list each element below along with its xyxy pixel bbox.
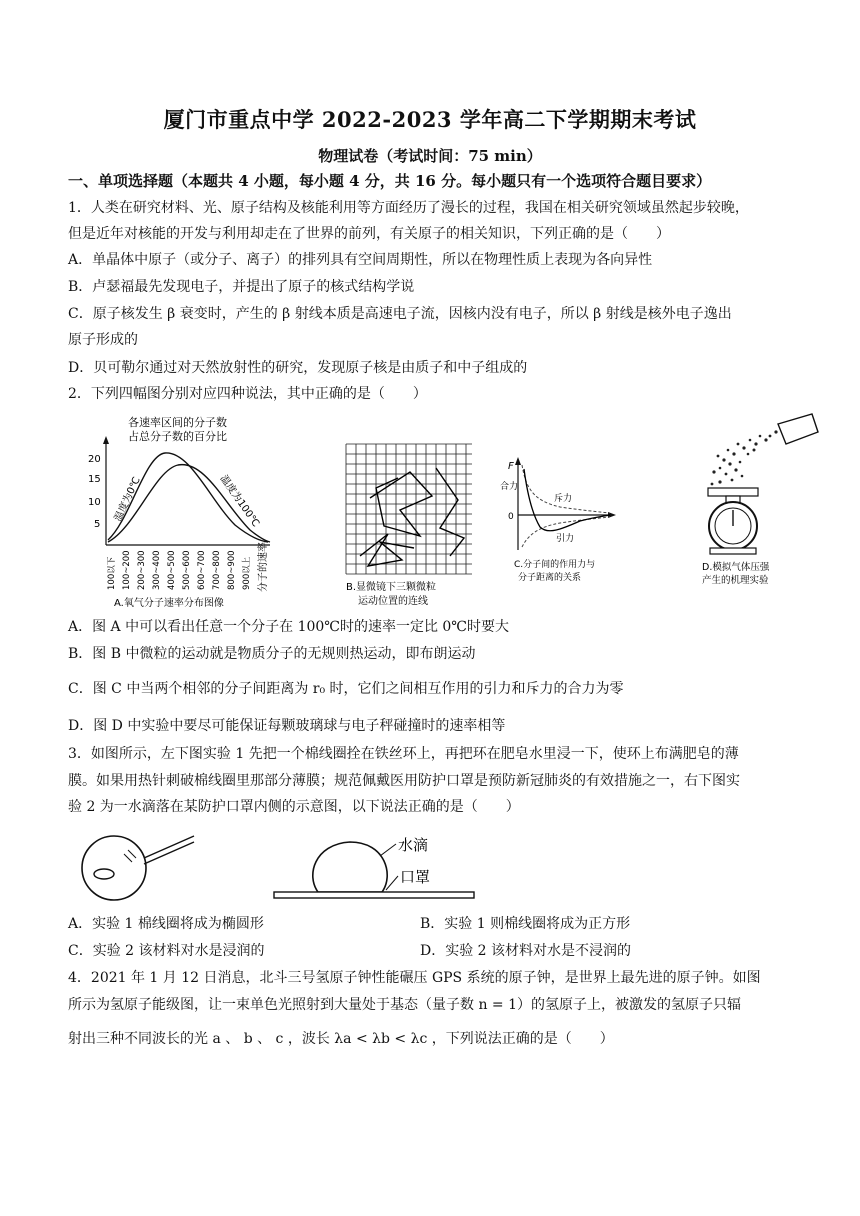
fig-a-xtick-10: 900以上 — [242, 556, 252, 590]
figure-c-molecular-force — [500, 455, 620, 590]
fig-a-xtick-4: 300~400 — [152, 550, 162, 590]
q1-option-c-line-1: C．原子核发生 β 衰变时，产生的 β 射线本质是高速电子流，因核内没有电子，所以 β 射线是核外电子逸出 — [68, 306, 732, 322]
section-heading: 一、单项选择题（本题共 4 小题，每小题 4 分，共 16 分。每小题只有一个选项符合题目要求） — [68, 172, 712, 190]
fig-a-caption: A.氧气分子速率分布图像 — [114, 598, 224, 609]
q3-option-d: D．实验 2 该材料对水是不浸润的 — [420, 943, 632, 959]
fig-c-attractive-label: 引力 — [556, 534, 575, 544]
q3-stem-line-1: 3．如图所示，左下图实验 1 先把一个棉线圈拴在铁丝环上，再把环在肥皂水里浸一下，使环上布满肥皂的薄 — [68, 746, 739, 762]
fig-d-caption-1: D.模拟气体压强 — [702, 562, 770, 573]
fig-a-xtick-9: 800~900 — [227, 550, 237, 590]
exam-subtitle: 物理试卷（考试时间：75 min） — [318, 147, 542, 165]
q3-option-b: B．实验 1 则棉线圈将成为正方形 — [420, 916, 631, 932]
q2-stem: 2．下列四幅图分别对应四种说法，其中正确的是（ ） — [68, 386, 427, 402]
fig-a-xtick-8: 700~800 — [212, 550, 222, 590]
q1-stem-line-2: 但是近年对核能的开发与利用却走在了世界的前列，有关原子的相关知识，下列正确的是（ ） — [68, 226, 670, 242]
fig-a-xtick-5: 400~500 — [167, 550, 177, 590]
fig-a-ytick-5: 5 — [94, 519, 101, 530]
fig-a-x-label: 分子的速率 — [258, 542, 269, 592]
fig-a-xtick-7: 600~700 — [197, 550, 207, 590]
q1-option-d: D．贝可勒尔通过对天然放射性的研究，发现原子核是由质子和中子组成的 — [68, 360, 528, 376]
fig-a-ytick-20: 20 — [88, 454, 101, 465]
q2-option-d: D．图 D 中实验中要尽可能保证每颗玻璃球与电子秤碰撞时的速率相等 — [68, 718, 506, 734]
figure-b-brownian-motion — [340, 438, 480, 608]
fig-c-repulsive-label: 斥力 — [554, 494, 573, 504]
fig-b-particle-path-3 — [436, 468, 464, 556]
fig-d-glass-beads — [711, 430, 778, 485]
figure-experiment-1-soap-film — [76, 826, 196, 906]
fig-a-heading-1: 各速率区间的分子数 — [128, 416, 227, 429]
fig-q3-mask-surface — [274, 892, 474, 898]
fig-c-caption-1: C.分子间的作用力与 — [514, 560, 596, 570]
fig-d-caption-2: 产生的机理实验 — [702, 575, 769, 586]
fig-a-xtick-2: 100~200 — [122, 550, 132, 590]
figure-a-speed-distribution — [70, 410, 330, 610]
q2-option-b: B．图 B 中微粒的运动就是物质分子的无规则热运动，即布朗运动 — [68, 646, 476, 662]
q2-option-a: A．图 A 中可以看出任意一个分子在 100℃时的速率一定比 0℃时要大 — [68, 619, 509, 635]
figure-d-pressure-simulation — [690, 410, 820, 590]
q4-stem-line-3: 射出三种不同波长的光 a 、 b 、 c ，波长 λa < λb < λc ，下列说法正确的是（ ） — [68, 1031, 614, 1047]
fig-a-xtick-3: 200~300 — [137, 550, 147, 590]
q1-stem-line-1: 1．人类在研究材料、光、原子结构及核能利用等方面经历了漫长的过程，我国在相关研究领域虽然起步较晚， — [68, 200, 749, 216]
fig-c-y-axis: F — [508, 461, 514, 472]
fig-d-cup — [778, 414, 818, 444]
fig-c-origin: 0 — [508, 512, 514, 522]
fig-a-xtick-6: 500~600 — [182, 550, 192, 590]
fig-a-label-100c: 温度为100℃ — [217, 473, 262, 530]
exam-title: 厦门市重点中学 2022-2023 学年高二下学期期末考试 — [163, 107, 697, 132]
q4-stem-line-1: 4．2021 年 1 月 12 日消息，北斗三号氢原子钟性能碾压 GPS 系统的原子钟，是世界上最先进的原子钟。如图 — [68, 970, 761, 986]
q1-option-c-line-2: 原子形成的 — [68, 332, 138, 348]
q3-option-c: C．实验 2 该材料对水是浸润的 — [68, 943, 265, 959]
q2-option-c: C．图 C 中当两个相邻的分子间距离为 r₀ 时，它们之间相互作用的引力和斥力的合力为零 — [68, 681, 624, 697]
fig-q3-water-drop — [313, 842, 387, 892]
figure-experiment-2-water-drop — [270, 826, 490, 906]
fig-a-xtick-1: 100以下 — [107, 556, 117, 590]
fig-a-heading-2: 占总分子数的百分比 — [128, 430, 227, 443]
fig-b-caption-2: 运动位置的连线 — [358, 596, 428, 607]
fig-c-combined-label: 合力 — [500, 482, 519, 492]
q1-option-b: B．卢瑟福最先发现电子，并提出了原子的核式结构学说 — [68, 279, 415, 295]
fig-a-ytick-10: 10 — [88, 497, 101, 508]
q3-stem-line-3: 验 2 为一水滴落在某防护口罩内侧的示意图，以下说法正确的是（ ） — [68, 799, 520, 815]
q1-option-a: A．单晶体中原子（或分子、离子）的排列具有空间周期性，所以在物理性质上表现为各向异性 — [68, 252, 653, 268]
q4-stem-line-2: 所示为氢原子能级图，让一束单色光照射到大量处于基态（量子数 n = 1）的氢原子上，被激发的氢原子只辐 — [68, 997, 742, 1013]
q3-option-a: A．实验 1 棉线圈将成为椭圆形 — [68, 916, 264, 932]
fig-a-ytick-15: 15 — [88, 474, 101, 485]
fig-c-repulsive-curve — [522, 465, 610, 513]
fig-q3-label-mask: 口罩 — [400, 868, 431, 886]
fig-q3-wire-ring — [82, 836, 146, 900]
fig-c-caption-2: 分子距离的关系 — [518, 573, 582, 583]
fig-q3-label-drop: 水滴 — [398, 836, 429, 854]
q3-stem-line-2: 膜。如果用热针刺破棉线圈里那部分薄膜；规范佩戴医用防护口罩是预防新冠肺炎的有效措施之一，右下图实 — [68, 773, 740, 789]
fig-b-caption-1: B.显微镜下三颗微粒 — [346, 582, 437, 593]
fig-a-label-0c: 温度为0℃ — [112, 475, 143, 524]
